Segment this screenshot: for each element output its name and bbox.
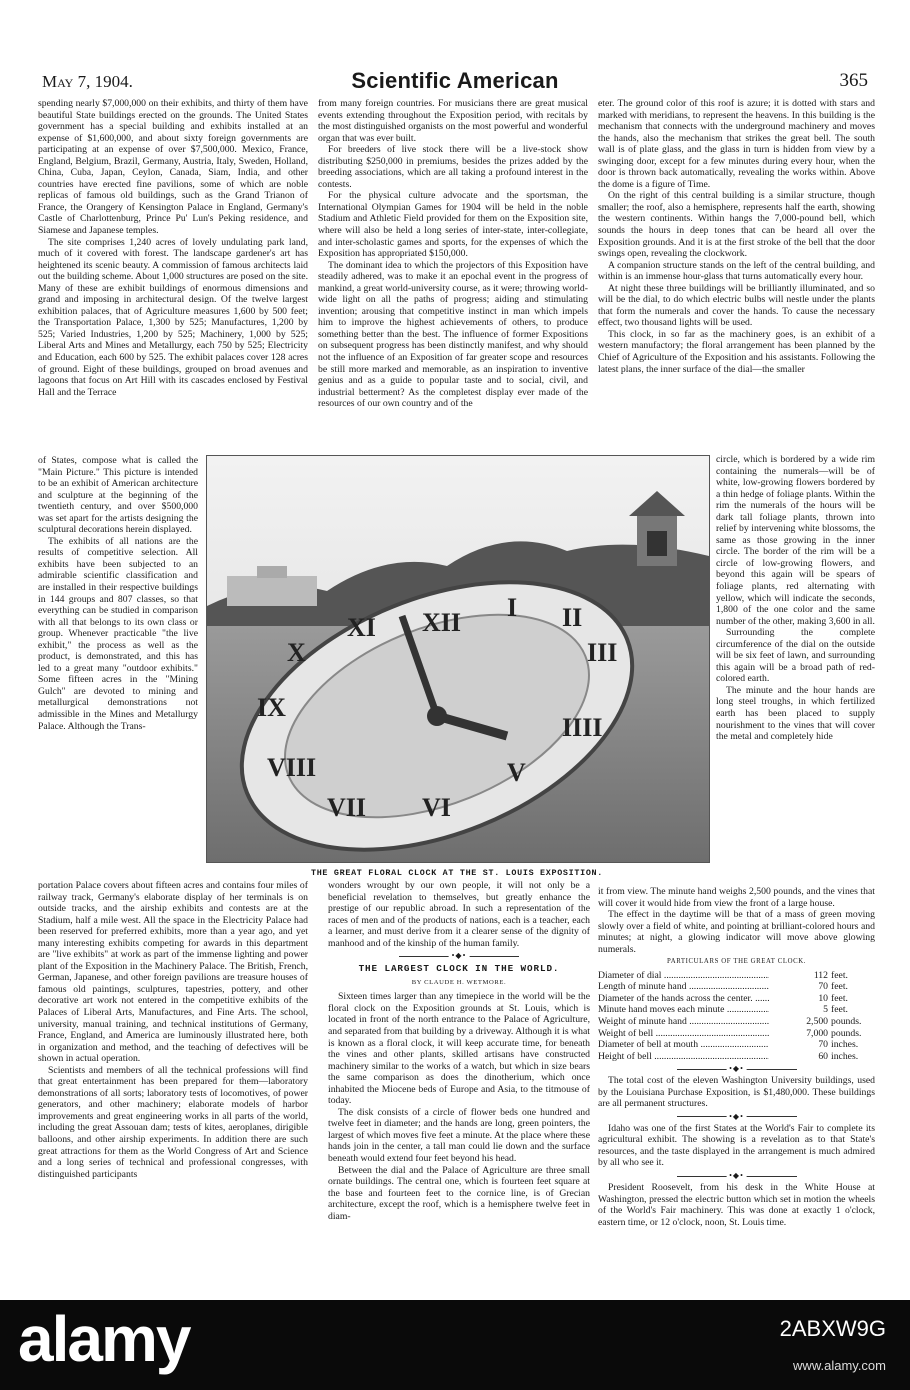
svg-text:XII: XII [422, 608, 462, 637]
table-row: Weight of minute hand ..... 2,500 pounds. [598, 1016, 875, 1028]
column-2-bottom [328, 880, 590, 1222]
particulars-table [598, 970, 875, 1062]
paragraph: President Roosevelt, from his desk in the White House at Washington, pressed the electric button which set in motion the wheels of the World's Fair machinery. This was done at exactly 1 o'clock, eastern time, or 12 o'clock, noon, St. Louis time. [598, 1182, 875, 1228]
paragraph: The dominant idea to which the projectors of this Exposition have steadily adhered, was to make it an epochal event in the progress of mankind, a great world-university course, as it were; throwing world-wide light on all the paths of progress; aiding and stimulating invention; arousing that competitive instinct in man which impels him to improve the highest achievements of others, to produce something better than the best. The influence of former Expositions on subsequent progress has been distinctly manifest, and why should not the influence of an Exposition of far greater scope and resources be still more marked and memorable, as an inspiration to inventive genius and as a guide to popular taste and to social, civil, and industrial betterment? As the completest display ever made of the resources of our own country and of the [318, 259, 588, 410]
paragraph: At night these three buildings will be brilliantly illuminated, and so will be the dial, to do which electric bulbs will nestle under the plants that form the numerals and cover the hands. To cause the necessary effect, two thousand lights will be used. [598, 282, 875, 329]
paragraph: The site comprises 1,240 acres of lovely undulating park land, much of it covered with forest. The landscape gardener's art has heightened its scenic beauty. A commission of famous architects laid out the building scheme. About 1,000 structures are posed on the site. Many of these are exhibit buildings of enormous dimensions and grand and imposing in architectural design. Of the twelve largest exhibition palaces, that of Agriculture measures 1,600 by 500 feet; the Transportation Palace, 1,300 by 525; Manufactures, 1,200 by 525; Varied Industries, 1,200 by 525; Machinery, 1,000 by 525; Liberal Arts and Mines and Metallurgy, each 750 by 525; Electricity and Education, each 600 by 525. The exhibit palaces cover 128 acres of ground. Eight of these buildings, grouped on broad avenues and lagoons that focus on Art Hill with its cascades enclosed by Festival Hall and the Terrace [38, 236, 308, 398]
svg-text:XI: XI [347, 613, 376, 642]
watermark-logo: alamy [18, 1303, 190, 1375]
issue-date: May 7, 1904. [42, 72, 133, 91]
table-row: Diameter of dial ..... 112 feet. [598, 970, 875, 982]
section-divider: •◆• [677, 1066, 797, 1072]
svg-text:X: X [287, 638, 306, 667]
column-2-top [318, 98, 588, 410]
floral-clock-photo [206, 455, 710, 863]
table-row: Length of minute hand ..... 70 feet. [598, 981, 875, 993]
svg-text:V: V [507, 758, 526, 787]
paragraph: A companion structure stands on the left of the central building, and within is an immense hour-glass that turns automatically every hour. [598, 259, 875, 283]
table-row: Weight of bell ..... 7,000 pounds. [598, 1028, 875, 1040]
svg-text:VI: VI [422, 793, 451, 822]
watermark-url: www.alamy.com [793, 1358, 886, 1373]
table-row: Diameter of the hands across the center. ..... 10 feet. [598, 993, 875, 1005]
watermark-band [0, 1300, 910, 1390]
table-row: Height of bell ..... 60 inches. [598, 1051, 875, 1063]
section-divider: •◆• [677, 1173, 797, 1179]
paragraph: from many foreign countries. For musicians there are great musical events extending throughout the Exposition period, with recitals by the most distinguished organists on the most powerful and wonderful organ that was ever built. [318, 98, 588, 144]
paragraph: For the physical culture advocate and the sportsman, the International Olympian Games for 1904 will be held in the noble Stadium and Athletic Field provided for them on the Exposition site, where will also be held a long series of inter-state, inter-collegiate, and inter-scholastic games and sports, for the expenses of which the Exposition has appropriated $150,000. [318, 190, 588, 260]
paragraph: Idaho was one of the first States at the World's Fair to complete its agricultural exhibit. The showing is a revelation as to that State's resources, and the taste displayed in the arrangement is much admired by all who see it. [598, 1122, 875, 1169]
paragraph: The exhibits of all nations are the results of competitive selection. All exhibits have been subjected to an admirable scientific classification and are installed in their respective buildings in 144 groups and 807 classes, so that everything can be studied in comparison with all that belongs to its own class or group. Whenever practicable "the live exhibit," the process as well as the product, is demonstrated, and this has led to a great many "outdoor exhibits." Some fifteen acres in the "Mining Gulch" are devoted to mining and metallurgical demonstrations not admissible in the Mines and Metallurgy Palace. Although the Trans- [38, 535, 198, 732]
figure-caption: THE GREAT FLORAL CLOCK AT THE ST. LOUIS EXPOSITION. [310, 868, 604, 878]
paragraph: The total cost of the eleven Washington University buildings, used by the Louisiana Purchase Exposition, is $1,480,000. These buildings are all permanent structures. [598, 1075, 875, 1110]
svg-text:I: I [507, 593, 518, 622]
section-divider: •◆• [677, 1114, 797, 1120]
table-row: Minute hand moves each minute ..... 5 feet. [598, 1004, 875, 1016]
paragraph: of States, compose what is called the "Main Picture." This picture is intended to be an exhibit of American architecture and sculpture at the beginning of the twentieth century, and over $500,000 was set apart for the artists designing the sculptural decorations herein displayed. [38, 455, 198, 536]
paragraph: The effect in the daytime will be that of a mass of green moving slowly over a field of white, and pointing at brilliant-colored hours and minutes; at night, a glowing indicator will move above glowing numerals. [598, 909, 875, 955]
paragraph: For breeders of live stock there will be a live-stock show distributing $250,000 in premiums, besides the prizes added by the breeding associations, which are all taking a profound interest in the contests. [318, 144, 588, 190]
column-3-bottom [598, 886, 875, 1228]
column-3-top [598, 98, 875, 375]
article-byline: BY CLAUDE H. WETMORE. [411, 978, 507, 986]
paragraph: portation Palace covers about fifteen acres and contains four miles of railway track, Germany's elaborate display of her terminals is on outside tracks, and the airship exhibits and contests are at the Stadium, half a mile west. All the space in the Electricity Palace had been reserved for preferred exhibits, more than a year ago, and yet many interesting exhibits competing for awards in this department are "live exhibits" at work as part of the immense lighting and power plant of the Exposition in the Machinery Palace. The British, French, German, Japanese, and other foreign pavilions are treasure houses of famous old paintings, sculptures, tapestries, pottery, and other decorative art work not entered in the competitive exhibits of the Palaces of Liberal Arts, Manufactures, and Fine Arts. The school, university, manual training, and technical institutions of Germany, France, England, and America are luminously illustrated here, both in organization and method, and the teaching of defectives will be shown in actual operation. [38, 880, 308, 1065]
paragraph: Between the dial and the Palace of Agriculture are three small ornate buildings. The central one, which is fourteen feet square at the base and fourteen feet to the cornice line, is of Grecian architecture, except the roof, which is a hemisphere twelve feet in diam- [328, 1164, 590, 1222]
table-row: Diameter of bell at mouth ..... 70 inches. [598, 1039, 875, 1051]
column-3-narrow [716, 454, 875, 743]
paragraph: On the right of this central building is a similar structure, though smaller; the roof, also a hemisphere, represents half the earth, showing the western continents. Within hangs the 7,000-pound bell, which sounds the hours in deep tones that can be heard all over the Exposition grounds. And it is at the first stroke of the bell that the door swings open, revealing the clockwork. [598, 190, 875, 260]
paragraph: Surrounding the complete circumference of the dial on the outside will be six feet of lawn, and surrounding this again will be a broad path of red-colored earth. [716, 627, 875, 685]
svg-text:II: II [562, 603, 583, 632]
svg-text:III: III [587, 638, 618, 667]
article-title: THE LARGEST CLOCK IN THE WORLD. [358, 963, 560, 975]
section-divider: •◆• [399, 953, 519, 959]
paragraph: it from view. The minute hand weighs 2,500 pounds, and the vines that will cover it would hide from view the front of a large house. [598, 886, 875, 909]
svg-text:IIII: IIII [562, 713, 603, 742]
masthead: Scientific American [351, 68, 559, 93]
svg-text:VIII: VIII [267, 753, 317, 782]
paragraph: wonders wrought by our own people, it will not only be a beneficial revelation to themselves, but greatly enhance the prestige of our republic abroad. In such a representation of the races of men and of the products of nations, each is a teacher, each a learner, and must derive from it a clearer sense of the dignity of manhood and of the kinship of the human family. [328, 880, 590, 949]
paragraph: eter. The ground color of this roof is azure; it is dotted with stars and marked with meridians, to represent the heavens. In this building is the mechanism that connects with the underground machinery and moves the hands, also the mechanism that strikes the great bell. The south wall is of plate glass, and the glass in turn is hidden from view by a swinging door, except for a few minutes during every hour, when the door is thrown back automatically, revealing the works within. Above the dome is a figure of Time. [598, 98, 875, 190]
column-1-bottom [38, 880, 308, 1180]
table-title: PARTICULARS OF THE GREAT CLOCK. [666, 958, 807, 966]
page-number: 365 [839, 70, 868, 91]
paragraph: The minute and the hour hands are long steel troughs, in which fertilized earth has been placed to supply nourishment to the vines that will cover the metal and completely hide [716, 684, 875, 743]
paragraph: Sixteen times larger than any timepiece in the world will be the floral clock on the Exposition grounds at St. Louis, which is located in front of the north entrance to the Palace of Agriculture, and separated from that building by a driveway. Although it is what is known as a floral clock, it will keep accurate time, for beneath the vines and other plants, skilled artisans have constructed machinery similar to the works of a watch, but which in size bears the same comparison as does the dinotherium, which once inhabited the Miocene beds of Europe and Asia, to the titmouse of today. [328, 991, 590, 1107]
paragraph: The disk consists of a circle of flower beds one hundred and twelve feet in diameter; and the hands are long, green pointers, the largest of which moves five feet a minute. At the place where these hands join in the center, a tall man could lie down and the surface beneath would extend four feet beyond his head. [328, 1106, 590, 1165]
paragraph: Scientists and members of all the technical professions will find that great entertainment has been prepared for them—laboratory demonstrations of all sorts; laboratory tests of locomotives, of power generators, and other machinery; elaborate models of harbor improvements and great engineering works in all parts of the world, including the great Assouan dam; tests of kites, aeroplanes, dirigible balloons, and other airship experiments. In addition there are such great attractions for them as the World Congress of Art and Science and a long series of technical and professional congresses, with distinguished participants [38, 1064, 308, 1180]
column-1-top [38, 98, 308, 398]
paragraph: This clock, in so far as the machinery goes, is an exhibit of a western manufactory; the floral arrangement has been planned by the Chief of Agriculture of the Exposition and his assistants. Following the latest plans, the inner surface of the dial—the smaller [598, 328, 875, 375]
paragraph: circle, which is bordered by a wide rim containing the numerals—will be of white, low-growing flowers bordered by a thin hedge of foliage plants. Within the rim the numerals of the hours will be dark tall foliage plants, thrown into relief by intervening white blossoms, the same as those growing in the inner circle. The border of the rim will be a circle of low-growing flowers, and beyond this again will be spears of foliage plants, red alternating with yellow, which will indicate the seconds, 1,800 of the one color and the same number of the other, making 3,600 in all. [716, 454, 875, 627]
watermark-image-id: 2ABXW9G [779, 1316, 886, 1341]
svg-text:VII: VII [327, 793, 367, 822]
paragraph: spending nearly $7,000,000 on their exhibits, and thirty of them have beautiful State buildings erected on the grounds. The United States government has a special building and exhibits installed at an expense of $1,600,000, and about sixty foreign governments are participating at an expense of over $7,500,000. Mexico, France, England, Belgium, Brazil, Germany, Austria, Italy, Sweden, Holland, China, Cuba, Japan, Ceylon, Canada, Siam, India, and other countries have erected fine pavilions, some of which are noble replicas of famous old buildings, such as the Grand Trianon of France, the Orangery of Kensington Palace in England, Germany's Castle of Charlottenburg, Prince Pu' Lun's Peking residence, and Siamese and Japanese temples. [38, 98, 308, 237]
column-1-narrow [38, 455, 198, 732]
svg-text:IX: IX [257, 693, 286, 722]
